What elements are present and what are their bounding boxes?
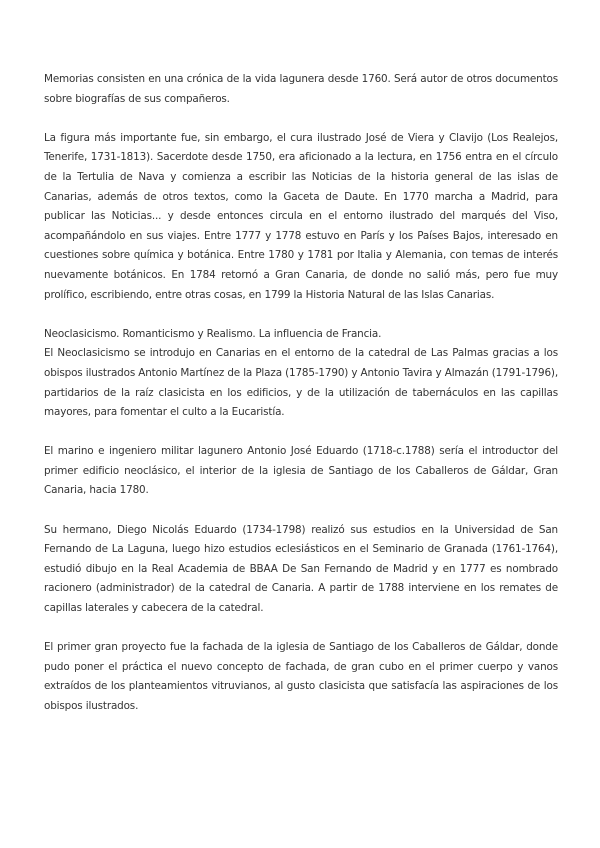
paragraph-memorias: Memorias consisten en una crónica de la vida lagunera desde 1760. Será autor de otros documentos sobre biografías de sus compañeros.: [44, 73, 558, 105]
paragraph-neoclasicismo: El Neoclasicismo se introdujo en Canarias en el entorno de la catedral de Las Palmas gracias a los obispos ilustrados Antonio Martínez de la Plaza (1785-1790) y Antonio Tavira y Almazán (1791-1796), partidarios de la raíz clasicista en los edificios, y de la utilización de tabernáculos en las capillas mayores, para fomentar el culto a la Eucaristía.: [44, 347, 558, 419]
paragraph-fachada-galdar: El primer gran proyecto fue la fachada de la iglesia de Santiago de los Caballeros de Gáldar, donde pudo poner el práctica el nuevo concepto de fachada, de gran cubo en el primer cuerpo y vanos extraídos de los planteamientos vitruvianos, al gusto clasicista que satisfacía las aspiraciones de los obispos ilustrados.: [44, 641, 558, 712]
paragraph-diego-nicolas-eduardo: Su hermano, Diego Nicolás Eduardo (1734-1798) realizó sus estudios en la Universidad de San Fernando de La Laguna, luego hizo estudios eclesiásticos en el Seminario de Granada (1761-1764), estudió dibujo en la Real Academia de BBAA De San Fernando de Madrid y en 1777 es nombrado racionero (administrador) de la catedral de Canaria. A partir de 1788 interviene en los remates de capillas laterales y cabecera de la catedral.: [44, 523, 558, 615]
paragraph-viera-y-clavijo: La figura más importante fue, sin embargo, el cura ilustrado José de Viera y Clavijo (Los Realejos, Tenerife, 1731-1813). Sacerdote desde 1750, era aficionado a la lectura, en 1756 entra en el círculo de la Tertulia de Nava y comienza a escribir las Noticias de la historia general de las islas de Canarias, además de otros textos, como la Gaceta de Daute. En 1770 marcha a Madrid, para publicar las Noticias... y desde entonces circula en el entorno ilustrado del marqués del Viso, acompañándolo en sus viajes. Entre 1777 y 1778 estuvo en París y los Países Bajos, interesado en cuestiones sobre química y botánica. Entre 1780 y 1781 por Italia y Alemania, con temas de interés nuevamente botánicos. En 1784 retornó a Gran Canaria, de donde no salió más, pero fue muy prolífico, escribiendo, entre otras cosas, en 1799 la Historia Natural de las Islas Canarias.: [44, 131, 558, 301]
section-heading: Neoclasicismo. Romanticismo y Realismo. La influencia de Francia.: [44, 327, 382, 340]
document-body: [44, 70, 558, 736]
paragraph-antonio-jose-eduardo: El marino e ingeniero militar lagunero Antonio José Eduardo (1718-c.1788) sería el introductor del primer edificio neoclásico, el interior de la iglesia de Santiago de los Caballeros de Gáldar, Gran Canaria, hacia 1780.: [44, 445, 558, 497]
